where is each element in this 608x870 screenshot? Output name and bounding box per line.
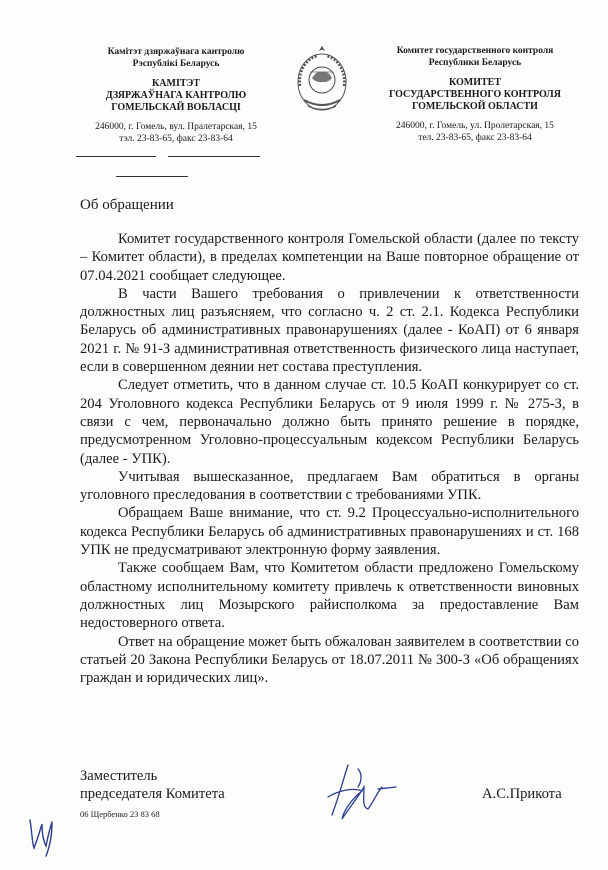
- header-left-line2: Рэспублікі Беларусь: [132, 59, 220, 69]
- header-left-line3: КАМІТЭТ: [152, 78, 200, 89]
- header-left-line1: Камітэт дзяржаўнага кантролю: [107, 47, 245, 57]
- paragraph: В части Вашего требования о привлечении к ответственности должностных лиц разъясняем, что согласно ч. 2 ст. 2.1. Кодекса Республики Беларусь об административных правонарушениях (далее - КоАП) от 6 января 2021 г. № 91-З административная ответственность физического лица наступает, если в совершенном деянии нет состава преступления.: [80, 285, 579, 376]
- handwritten-initials-icon: [24, 812, 64, 858]
- header-left: [78, 46, 274, 145]
- header-left-line5: ГОМЕЛЬСКАЙ ВОБЛАСЦІ: [111, 102, 241, 113]
- belarus-emblem-icon: [292, 42, 352, 122]
- header-left-phone: тэл. 23-83-65, факс 23-83-64: [119, 133, 233, 144]
- header-right-line5: ГОМЕЛЬСКОЙ ОБЛАСТИ: [412, 101, 538, 112]
- header-right-address: 246000, г. Гомель, ул. Пролетарская, 15: [396, 121, 554, 131]
- header-right-line2: Республики Беларусь: [428, 58, 522, 68]
- header-left-line4: ДЗЯРЖАЎНАГА КАНТРОЛЮ: [105, 90, 247, 101]
- header-right: [375, 45, 575, 144]
- header-right-phone: тел. 23-83-65, факс 23-83-64: [418, 132, 532, 143]
- letter-body: [80, 230, 579, 687]
- signer-title: [80, 767, 225, 803]
- header-right-line3: КОМИТЕТ: [448, 77, 501, 88]
- executor-note: 06 Щербенко 23 83 68: [80, 809, 160, 819]
- header-right-line4: ГОСУДАРСТВЕННОГО КОНТРОЛЯ: [389, 89, 561, 100]
- paragraph: Комитет государственного контроля Гомельской области (далее по тексту – Комитет области), в пределах компетенции на Ваше повторное обращение от 07.04.2021 сообщает следующее.: [80, 231, 579, 284]
- paragraph: Ответ на обращение может быть обжалован заявителем в соответствии со статьей 20 Закона Республики Беларусь от 18.07.2011 № 300-З «Об обращениях граждан и юридических лиц».: [80, 633, 579, 687]
- signer-name: А.С.Прикота: [482, 786, 562, 802]
- header-left-address: 246000, г. Гомель, вул. Пралетарская, 15: [95, 122, 257, 132]
- signer-title-line1: Заместитель: [80, 768, 158, 784]
- paragraph: Также сообщаем Вам, что Комитетом области предложено Гомельскому областному исполнительному комитету привлечь к ответственности виновных должностных лиц Мозырского райисполкома за предоставление Вам недостоверного ответа.: [80, 560, 579, 632]
- paragraph: Следует отметить, что в данном случае ст. 10.5 КоАП конкурирует со ст. 204 Уголовного кодекса Республики Беларусь от 9 июля 1999 г. № 275-З, в связи с чем, первоначально должно быть принято решение в порядке, предусмотренном Уголовно-процессуальным кодексом Республики Беларусь (далее - УПК).: [80, 377, 579, 467]
- paragraph: Учитывая вышесказанное, предлагаем Вам обратиться в органы уголовного преследования в соответствии с требованиями УПК.: [80, 468, 579, 504]
- letter-subject: Об обращении: [80, 197, 174, 213]
- header-right-line1: Комитет государственного контроля: [396, 46, 554, 56]
- signer-title-line2: председателя Комитета: [80, 786, 225, 802]
- paragraph: Обращаем Ваше внимание, что ст. 9.2 Процессуально-исполнительного кодекса Республики Беларусь об административных правонарушениях и ст. 168 УПК не предусматривают электронную форму заявления.: [80, 505, 579, 559]
- number-line: [168, 156, 260, 157]
- date-line: [76, 156, 156, 157]
- ref-date-line: [116, 176, 188, 177]
- handwritten-signature-icon: [318, 757, 408, 827]
